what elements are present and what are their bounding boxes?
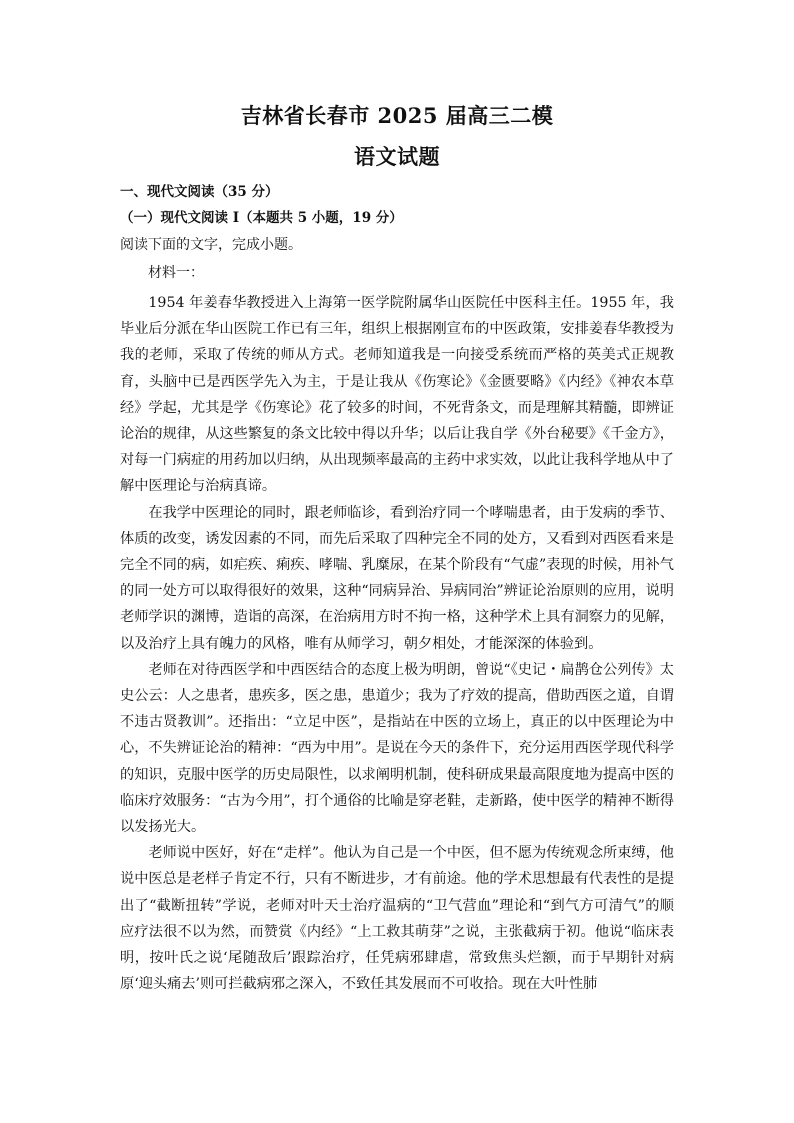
- exam-title: 吉林省长春市 2025 届高三二模: [240, 103, 554, 128]
- paragraph-2: 在我学中医理论的同时，跟老师临诊，看到治疗同一个哮喘患者，由于发病的季节、体质的改变，诱发因素的不同，而先后采取了四种完全不同的处方，又看到对西医看来是完全不同的病，如疟疾、痢疾、哮喘、乳糜尿，在某个阶段有“气虚”表现的时候，用补气的同一处方可以取得很好的效果，这种“同病异治、异病同治”辨证论治原则的应用，说明老师学识的渊博，造诣的高深，在治病用方时不拘一格，这种学术上具有洞察力的见解，以及治疗上具有魄力的风格，唯有从师学习，朝夕相处，才能深深的体验到。: [120, 504, 674, 652]
- paragraph-1: 1954 年姜春华教授进入上海第一医学院附属华山医院任中医科主任。1955 年，我毕业后分派在华山医院工作已有三年，组织上根据刚宣布的中医政策，安排姜春华教授为我的老师，采取了传统的师从方式。老师知道我是一向接受系统而严格的英美式正规教育，头脑中已是西医学先入为主，于是让我从《伤寒论》《金匮要略》《内经》《神农本草经》学起，尤其是学《伤寒论》花了较多的时间，不死背条文，而是理解其精髓，即辨证论治的规律，从这些繁复的条文比较中得以升华；以后让我自学《外台秘要》《千金方》，对每一门病症的用药加以归纳，从出现频率最高的主药中求实效，以此让我科学地从中了解中医理论与治病真谛。: [120, 295, 674, 495]
- material-body: [120, 290, 674, 997]
- exam-subtitle: 语文试题: [354, 144, 440, 169]
- reading-instruction: 阅读下面的文字，完成小题。: [120, 237, 302, 253]
- paragraph-4: 老师说中医好，好在“走样”。他认为自己是一个中医，但不愿为传统观念所束缚，他说中医总是老样子肯定不行，只有不断进步，才有前途。他的学术思想最有代表性的是提出了“截断扭转”学说，老师对叶天士治疗温病的“卫气营血”理论和“到气方可清气”的顺应疗法很不以为然，而赞赏《内经》“上工救其萌芽”之说，主张截病于初。他说“临床表明，按叶氏之说‘尾随敌后’跟踪治疗，任凭病邪肆虐，常致焦头烂额，而于早期针对病原‘迎头痛去’则可拦截病邪之深入，不致任其发展而不可收拾。现在大叶性肺: [120, 845, 674, 993]
- paragraph-3: 老师在对待西医学和中西医结合的态度上极为明朗，曾说“《史记・扁鹊仓公列传》太史公云：人之患者，患疾多，医之患，患道少；我为了疗效的提高，借助西医之道，自谓不违古贤教训”。还指出：“立足中医”，是指站在中医的立场上，真正的以中医理论为中心，不失辨证论治的精神：“西为中用”。是说在今天的条件下，充分运用西医学现代科学的知识，克服中医学的历史局限性，以求阐明机制，使科研成果最高限度地为提高中医的临床疗效服务：“古为今用”，打个通俗的比喻是穿老鞋，走新路，使中医学的精神不断得以发扬光大。: [120, 661, 674, 836]
- material-label: 材料一：: [148, 265, 204, 281]
- section-heading: 一、现代文阅读（35 分）: [120, 184, 279, 200]
- subsection-heading: （一）现代文阅读 I（本题共 5 小题，19 分）: [120, 210, 403, 226]
